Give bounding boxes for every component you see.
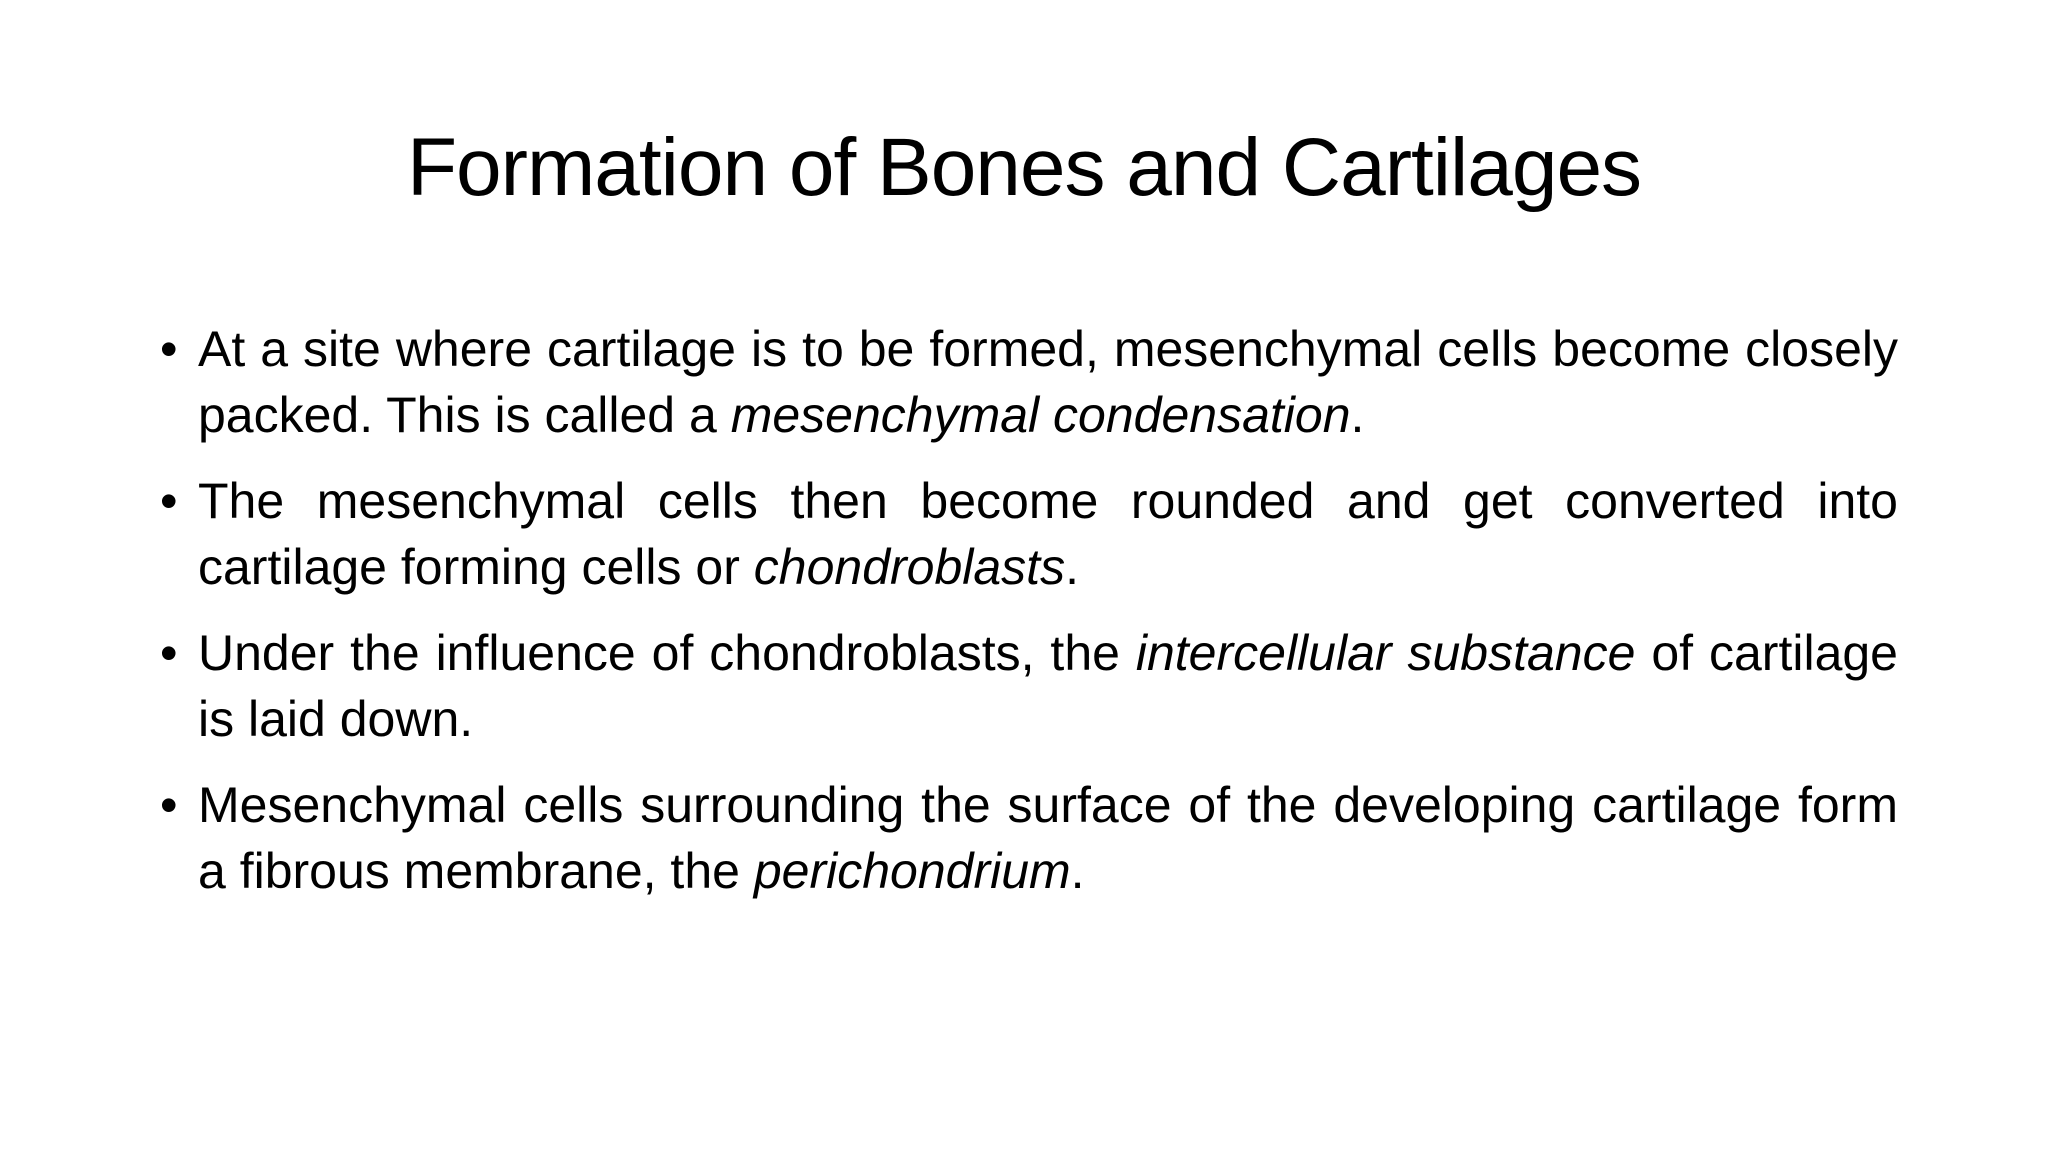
bullet-text-plain: Mesenchymal cells surrounding the surface of the developing cartilage form a fibrous membrane, the — [198, 777, 1898, 899]
bullet-text-emphasis: chondroblasts — [753, 539, 1066, 595]
bullet-list — [160, 316, 1898, 924]
bullet-text — [198, 473, 1898, 595]
bullet-item — [160, 316, 1898, 448]
bullet-dot-icon: • — [160, 321, 178, 377]
bullet-item — [160, 468, 1898, 600]
bullet-text — [198, 625, 1898, 747]
bullet-text-plain: . — [1070, 843, 1085, 899]
bullet-text-emphasis: mesenchymal condensation — [730, 387, 1351, 443]
slide-title: Formation of Bones and Cartilages — [406, 122, 1642, 213]
bullet-dot-icon: • — [160, 473, 178, 529]
bullet-text — [198, 777, 1898, 899]
bullet-dot-icon: • — [160, 625, 178, 681]
bullet-text-plain: . — [1350, 387, 1365, 443]
bullet-text-plain: The mesenchymal cells then become rounded and get converted into cartilage forming cells or — [198, 473, 1898, 595]
bullet-text-plain: of cartilage is laid down. — [198, 625, 1898, 747]
bullet-text-plain: . — [1065, 539, 1079, 595]
bullet-text-plain: At a site where cartilage is to be formed, mesenchymal cells become closely packed. This is called a — [198, 321, 1898, 443]
bullet-text — [198, 321, 1898, 443]
bullet-text-emphasis: intercellular substance — [1135, 625, 1636, 681]
bullet-item — [160, 772, 1898, 904]
bullet-text-emphasis: perichondrium — [753, 843, 1071, 899]
bullet-dot-icon: • — [160, 777, 178, 833]
bullet-item — [160, 620, 1898, 752]
bullet-text-plain: Under the influence of chondroblasts, the — [198, 625, 1136, 681]
